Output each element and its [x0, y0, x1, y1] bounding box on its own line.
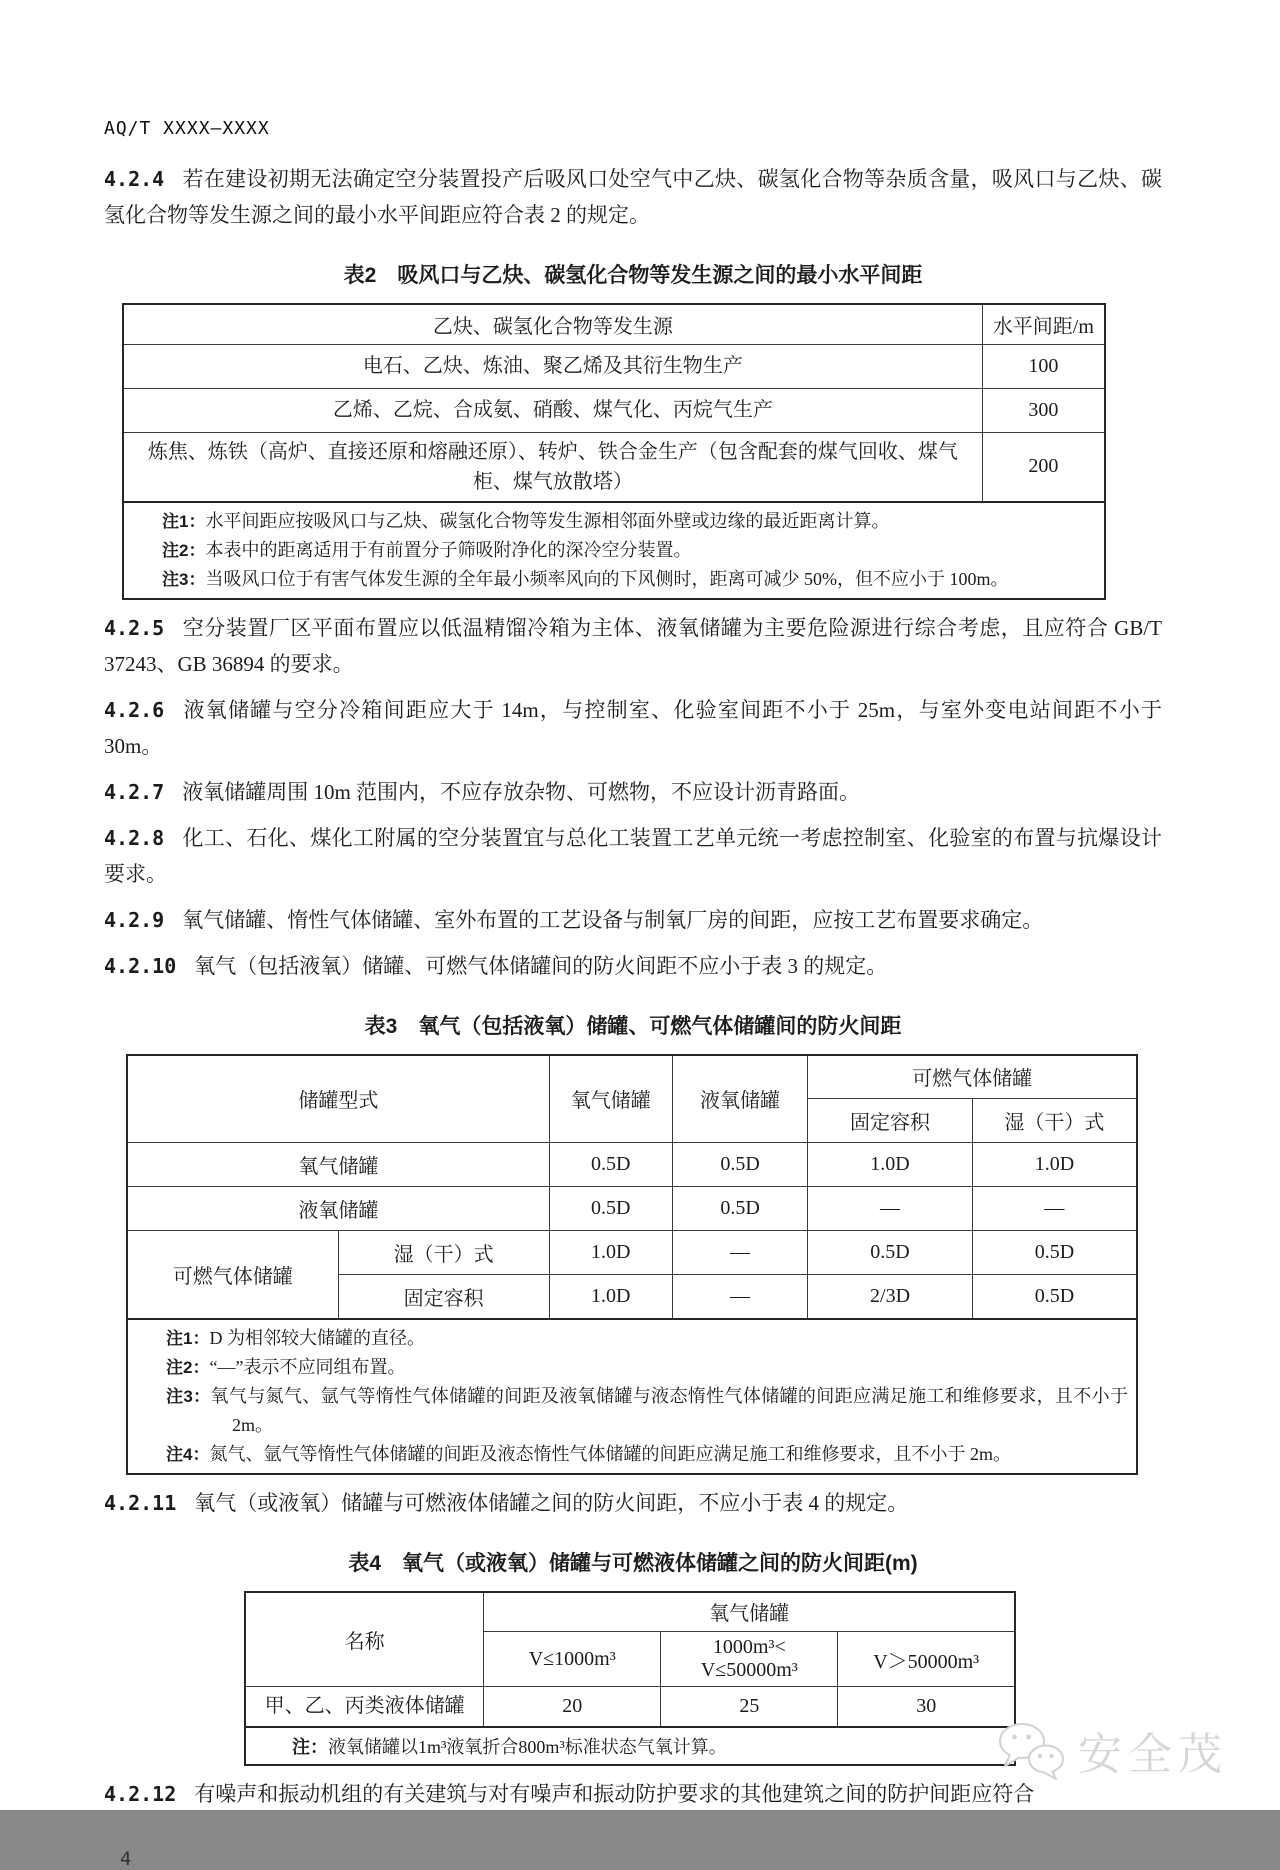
t4-header-v3: V＞50000m³	[838, 1632, 1015, 1687]
table4-title: 表4 氧气（或液氧）储罐与可燃液体储罐之间的防火间距(m)	[348, 1551, 918, 1575]
t2-cell-source: 炼焦、炼铁（高炉、直接还原和熔融还原）、转炉、铁合金生产（包含配套的煤气回收、煤气柜、煤气放散塔）	[123, 432, 982, 502]
table-row	[123, 344, 1105, 388]
t3-cell: 0.5D	[549, 1143, 672, 1187]
page-number: 4	[120, 1847, 132, 1870]
t2-cell-distance: 100	[982, 344, 1105, 388]
t3-cell: 1.0D	[549, 1231, 672, 1275]
table-row	[123, 432, 1105, 502]
table2	[122, 303, 1106, 600]
t3-cell: —	[672, 1231, 807, 1275]
table-row	[127, 1055, 1137, 1099]
t4-row-name: 甲、乙、丙类液体储罐	[245, 1687, 484, 1727]
t3-row-label: 液氧储罐	[127, 1187, 549, 1231]
table-note	[136, 1382, 1128, 1440]
clause-text: 若在建设初期无法确定空分装置投产后吸风口处空气中乙炔、碳氢化合物等杂质含量，吸风口与乙炔、碳氢化合物等发生源之间的最小水平间距应符合表 2 的规定。	[104, 167, 1162, 227]
note-text: “—”表示不应同组布置。	[209, 1356, 406, 1377]
clause-text: 有噪声和振动机组的有关建筑与对有噪声和振动防护要求的其他建筑之间的防护间距应符合	[194, 1781, 1035, 1806]
clause-text: 氧气储罐、惰性气体储罐、室外布置的工艺设备与制氧厂房的间距，应按工艺布置要求确定。	[182, 907, 1044, 932]
t3-cell: 0.5D	[672, 1187, 807, 1231]
t4-cell: 25	[661, 1687, 838, 1727]
clause-4-2-10	[104, 948, 1162, 984]
table-note	[132, 507, 1096, 536]
note-text: 当吸风口位于有害气体发生源的全年最小频率风向的下风侧时，距离可减少 50%，但不应小于 100m。	[205, 568, 1009, 589]
t3-cell: 0.5D	[672, 1143, 807, 1187]
t2-cell-distance: 300	[982, 388, 1105, 432]
note-text: 液氧储罐以1m³液氧折合800m³标准状态气氧计算。	[328, 1736, 727, 1757]
table-row	[245, 1592, 1015, 1632]
clause-number: 4.2.5	[104, 615, 165, 640]
clause-text: 液氧储罐与空分冷箱间距应大于 14m，与控制室、化验室间距不小于 25m，与室外变电站间距不小于 30m。	[104, 697, 1162, 758]
t3-cell: —	[808, 1187, 973, 1231]
table-note	[136, 1440, 1128, 1469]
t3-cell: —	[972, 1187, 1137, 1231]
t4-header-v1: V≤1000m³	[484, 1632, 661, 1687]
watermark-text: 安全茂	[1078, 1730, 1228, 1779]
clause-number: 4.2.12	[104, 1781, 177, 1806]
t3-cell: 1.0D	[808, 1143, 973, 1187]
note-text: D 为相邻较大储罐的直径。	[209, 1327, 425, 1348]
note-label: 注：	[292, 1736, 328, 1757]
clause-4-2-9	[104, 902, 1162, 938]
t3-cell: 0.5D	[549, 1187, 672, 1231]
note-label: 注4：	[166, 1444, 210, 1464]
t3-header-tank-type: 储罐型式	[127, 1055, 549, 1143]
t3-cell: 1.0D	[972, 1143, 1137, 1187]
clause-4-2-5	[104, 610, 1162, 682]
clause-4-2-6	[104, 692, 1162, 764]
t4-header-oxygen-tank: 氧气储罐	[484, 1592, 1015, 1632]
standard-number: AQ/T XXXX—XXXX	[104, 118, 270, 139]
note-text: 氧气与氮气、氩气等惰性气体储罐的间距及液氧储罐与液态惰性气体储罐的间距应满足施工和维修要求，且不小于 2m。	[210, 1385, 1128, 1435]
table-note	[132, 536, 1096, 565]
t2-header-source: 乙炔、碳氢化合物等发生源	[123, 304, 982, 344]
t3-header-liquid-oxygen: 液氧储罐	[672, 1055, 807, 1143]
t3-cell: —	[672, 1275, 807, 1319]
t3-header-wet-dry: 湿（干）式	[972, 1099, 1137, 1143]
t2-cell-source: 乙烯、乙烷、合成氨、硝酸、煤气化、丙烷气生产	[123, 388, 982, 432]
t3-row-group-label: 可燃气体储罐	[127, 1231, 338, 1319]
note-label: 注1：	[166, 1328, 210, 1348]
t3-header-oxygen: 氧气储罐	[549, 1055, 672, 1143]
t4-header-v2: 1000m³< V≤50000m³	[661, 1632, 838, 1687]
watermark	[996, 1718, 1228, 1782]
clause-text: 氧气（包括液氧）储罐、可燃气体储罐间的防火间距不应小于表 3 的规定。	[194, 953, 888, 978]
note-text: 水平间距应按吸风口与乙炔、碳氢化合物等发生源相邻面外壁或边缘的最近距离计算。	[205, 510, 890, 531]
note-label: 注1：	[162, 511, 206, 531]
note-label: 注3：	[162, 569, 206, 589]
table4	[244, 1591, 1016, 1766]
table-note	[136, 1353, 1128, 1382]
note-label: 注3：	[166, 1386, 211, 1406]
t3-row-label: 固定容积	[338, 1275, 549, 1319]
table-row	[245, 1687, 1015, 1727]
clause-4-2-4	[104, 161, 1162, 233]
clause-number: 4.2.4	[104, 167, 165, 191]
t3-row-label: 氧气储罐	[127, 1143, 549, 1187]
clause-number: 4.2.7	[104, 779, 165, 804]
t3-cell: 1.0D	[549, 1275, 672, 1319]
t3-header-flammable: 可燃气体储罐	[808, 1055, 1137, 1099]
t3-notes	[127, 1319, 1137, 1474]
table-row	[127, 1231, 1137, 1275]
clause-number: 4.2.6	[104, 697, 165, 722]
t3-cell: 2/3D	[808, 1275, 973, 1319]
t4-cell: 30	[838, 1687, 1015, 1727]
table-row	[127, 1319, 1137, 1474]
t2-header-distance: 水平间距/m	[982, 304, 1105, 344]
t3-header-fixed-volume: 固定容积	[808, 1099, 973, 1143]
wechat-icon	[996, 1720, 1068, 1780]
table-row	[127, 1143, 1137, 1187]
t3-cell: 0.5D	[972, 1275, 1137, 1319]
table-row	[123, 502, 1105, 599]
clause-4-2-7	[104, 774, 1162, 810]
t2-cell-distance: 200	[982, 432, 1105, 502]
t2-notes	[123, 502, 1105, 599]
clause-4-2-11	[104, 1485, 1162, 1521]
clause-number: 4.2.9	[104, 907, 165, 932]
clause-number: 4.2.8	[104, 825, 165, 850]
table3-title: 表3 氧气（包括液氧）储罐、可燃气体储罐间的防火间距	[364, 1014, 902, 1038]
t4-note	[245, 1727, 1015, 1765]
clause-4-2-8	[104, 820, 1162, 892]
note-label: 注2：	[166, 1357, 210, 1377]
clause-text: 空分装置厂区平面布置应以低温精馏冷箱为主体、液氧储罐为主要危险源进行综合考虑，且应符合 GB/T 37243、GB 36894 的要求。	[104, 615, 1162, 676]
clause-number: 4.2.11	[104, 1490, 177, 1515]
note-text: 氮气、氩气等惰性气体储罐的间距及液态惰性气体储罐的间距应满足施工和维修要求，且不小于 2m。	[209, 1443, 1011, 1464]
t3-row-label: 湿（干）式	[338, 1231, 549, 1275]
clause-text: 液氧储罐周围 10m 范围内，不应存放杂物、可燃物，不应设计沥青路面。	[182, 779, 861, 804]
table2-title: 表2 吸风口与乙炔、碳氢化合物等发生源之间的最小水平间距	[343, 264, 923, 287]
t4-header-name: 名称	[245, 1592, 484, 1687]
t2-cell-source: 电石、乙炔、炼油、聚乙烯及其衍生物生产	[123, 344, 982, 388]
table-row	[123, 388, 1105, 432]
table3	[126, 1054, 1138, 1475]
table-row	[127, 1187, 1137, 1231]
clause-text: 氧气（或液氧）储罐与可燃液体储罐之间的防火间距，不应小于表 4 的规定。	[194, 1490, 909, 1515]
note-text: 本表中的距离适用于有前置分子筛吸附净化的深冷空分装置。	[205, 539, 692, 560]
table-note	[136, 1324, 1128, 1353]
table-row	[123, 304, 1105, 344]
clause-text: 化工、石化、煤化工附属的空分装置宜与总化工装置工艺单元统一考虑控制室、化验室的布置与抗爆设计要求。	[104, 825, 1162, 886]
t3-cell: 0.5D	[972, 1231, 1137, 1275]
table-row	[245, 1727, 1015, 1765]
table-note	[132, 565, 1096, 594]
t3-cell: 0.5D	[808, 1231, 973, 1275]
t4-cell: 20	[484, 1687, 661, 1727]
clause-number: 4.2.10	[104, 953, 177, 978]
note-label: 注2：	[162, 540, 206, 560]
